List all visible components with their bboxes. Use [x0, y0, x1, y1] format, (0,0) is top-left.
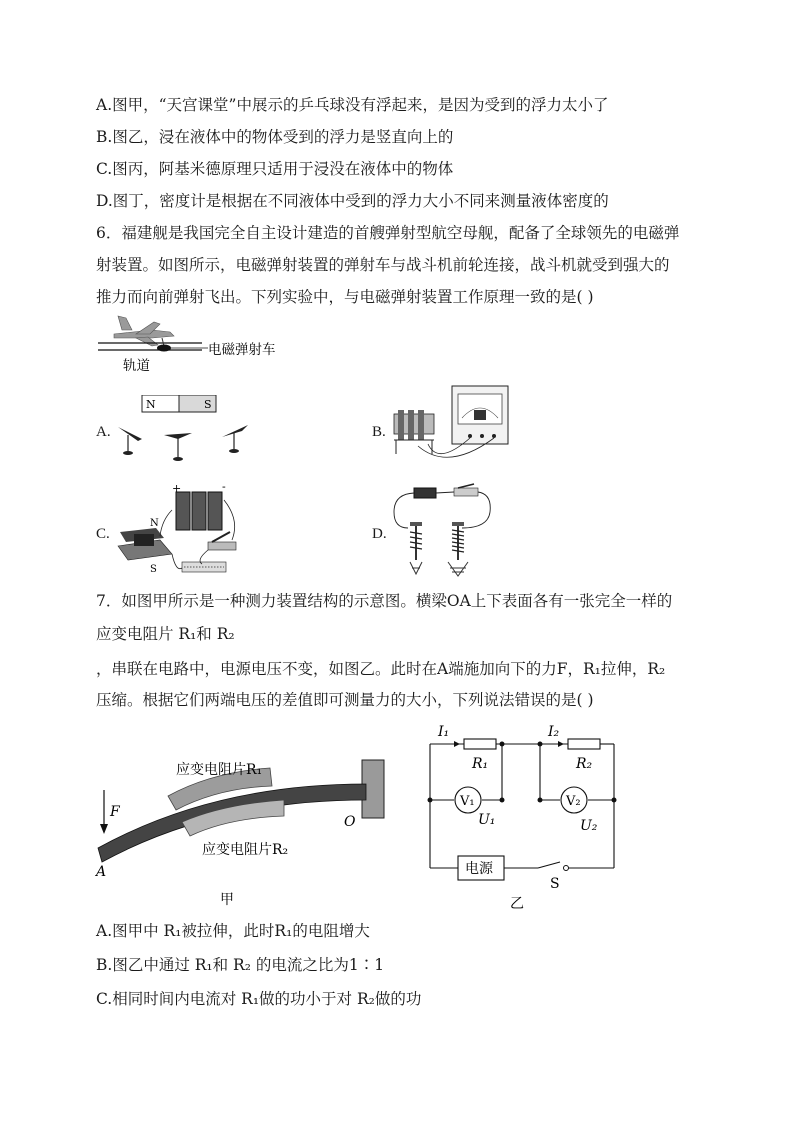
switch-s-label: S — [550, 876, 560, 892]
compass-needle-icon — [164, 433, 192, 461]
electromagnet-nail-icon — [448, 522, 468, 576]
q6-option-c-label: C. — [96, 526, 110, 542]
switch-icon — [454, 484, 478, 496]
power-source-label: 电源 — [465, 861, 493, 877]
r1-circuit-label: R₁ — [472, 756, 489, 772]
point-a-label: A — [96, 864, 107, 880]
q6-option-d-label: D. — [372, 526, 387, 542]
q5-option-c: C.图丙，阿基米德原理只适用于浸没在液体中的物体 — [96, 160, 454, 178]
coil-magnet-icon — [394, 410, 434, 454]
q7-option-b: B.图乙中通过 R₁和 R₂ 的电流之比为1∶1 — [96, 956, 385, 974]
q7-stem-line3: ，串联在电路中，电源电压不变，如图乙。此时在A端施加向下的力F，R₁拉伸，R₂ — [96, 660, 666, 678]
figure-jia-caption: 甲 — [220, 892, 234, 908]
motor-magnet-icon — [118, 518, 172, 575]
option-b-figure — [388, 384, 518, 472]
force-arrow-icon — [100, 790, 108, 834]
force-label: F — [110, 804, 120, 820]
electromagnet-nail-icon — [410, 522, 422, 574]
figure-yi-caption: 乙 — [510, 896, 524, 912]
option-d-figure — [386, 482, 496, 580]
figure-yi — [420, 718, 632, 914]
catapult-figure — [92, 310, 322, 378]
motor-n-pole: N — [150, 518, 159, 529]
galvanometer-icon — [452, 386, 508, 444]
rheostat-icon — [182, 562, 226, 572]
i2-label: I₂ — [548, 724, 560, 740]
u1-label: U₁ — [478, 812, 496, 828]
q7-option-a: A.图甲中 R₁被拉伸，此时R₁的电阻增大 — [96, 922, 370, 940]
q6-stem-line1: 6．福建舰是我国完全自主设计建造的首艘弹射型航空母舰，配备了全球领先的电磁弹 — [96, 224, 680, 242]
catapult-cart — [157, 345, 171, 352]
q7-stem-line1: 7．如图甲所示是一种测力装置结构的示意图。横梁OA上下表面各有一张完全一样的 — [96, 592, 673, 610]
track-label: 轨道 — [123, 358, 150, 374]
compass-needle-icon — [222, 425, 248, 453]
point-o-label: O — [344, 814, 356, 830]
v2-symbol: V₂ — [566, 794, 581, 809]
r2-circuit-label: R₂ — [576, 756, 593, 772]
q5-option-d: D.图丁，密度计是根据在不同液体中受到的浮力大小不同来测量液体密度的 — [96, 192, 609, 210]
q5-option-b: B.图乙，浸在液体中的物体受到的浮力是竖直向上的 — [96, 128, 454, 146]
battery-minus: - — [222, 480, 226, 493]
option-c-figure — [112, 480, 247, 580]
u2-label: U₂ — [580, 818, 598, 834]
option-a-figure — [112, 395, 262, 465]
r1-label: 应变电阻片R₁ — [176, 762, 263, 778]
q6-option-a-label: A. — [96, 424, 111, 440]
resistor-r2 — [568, 739, 600, 749]
figure-jia — [94, 752, 394, 912]
q6-stem-line3: 推力而向前弹射飞出。下列实验中，与电磁弹射装置工作原理一致的是( ) — [96, 288, 594, 306]
magnet-s-pole: S — [204, 398, 212, 411]
q7-stem-line2: 应变电阻片 R₁和 R₂ — [96, 625, 235, 643]
compass-needle-icon — [118, 427, 142, 455]
battery-plus: + — [172, 482, 182, 495]
switch-icon — [208, 532, 236, 550]
cart-label: 电磁弹射车 — [208, 342, 276, 358]
battery-icon — [414, 488, 436, 498]
fighter-jet-icon — [114, 316, 174, 346]
r2-label: 应变电阻片R₂ — [202, 842, 289, 858]
magnet-n-pole: N — [146, 398, 156, 411]
resistor-r1 — [464, 739, 496, 749]
q6-stem-line2: 射装置。如图所示，电磁弹射装置的弹射车与战斗机前轮连接，战斗机就受到强大的 — [96, 256, 670, 274]
q6-option-b-label: B. — [372, 424, 386, 440]
v1-symbol: V₁ — [460, 794, 475, 809]
motor-s-pole: S — [150, 564, 157, 575]
i1-label: I₁ — [438, 724, 450, 740]
q5-option-a: A.图甲，“天宫课堂”中展示的乒乓球没有浮起来，是因为受到的浮力太小了 — [96, 96, 609, 114]
q7-stem-line4: 压缩。根据它们两端电压的差值即可测量力的大小，下列说法错误的是( ) — [96, 691, 594, 709]
battery-pack-icon — [172, 480, 226, 530]
q7-option-c: C.相同时间内电流对 R₁做的功小于对 R₂做的功 — [96, 990, 422, 1008]
